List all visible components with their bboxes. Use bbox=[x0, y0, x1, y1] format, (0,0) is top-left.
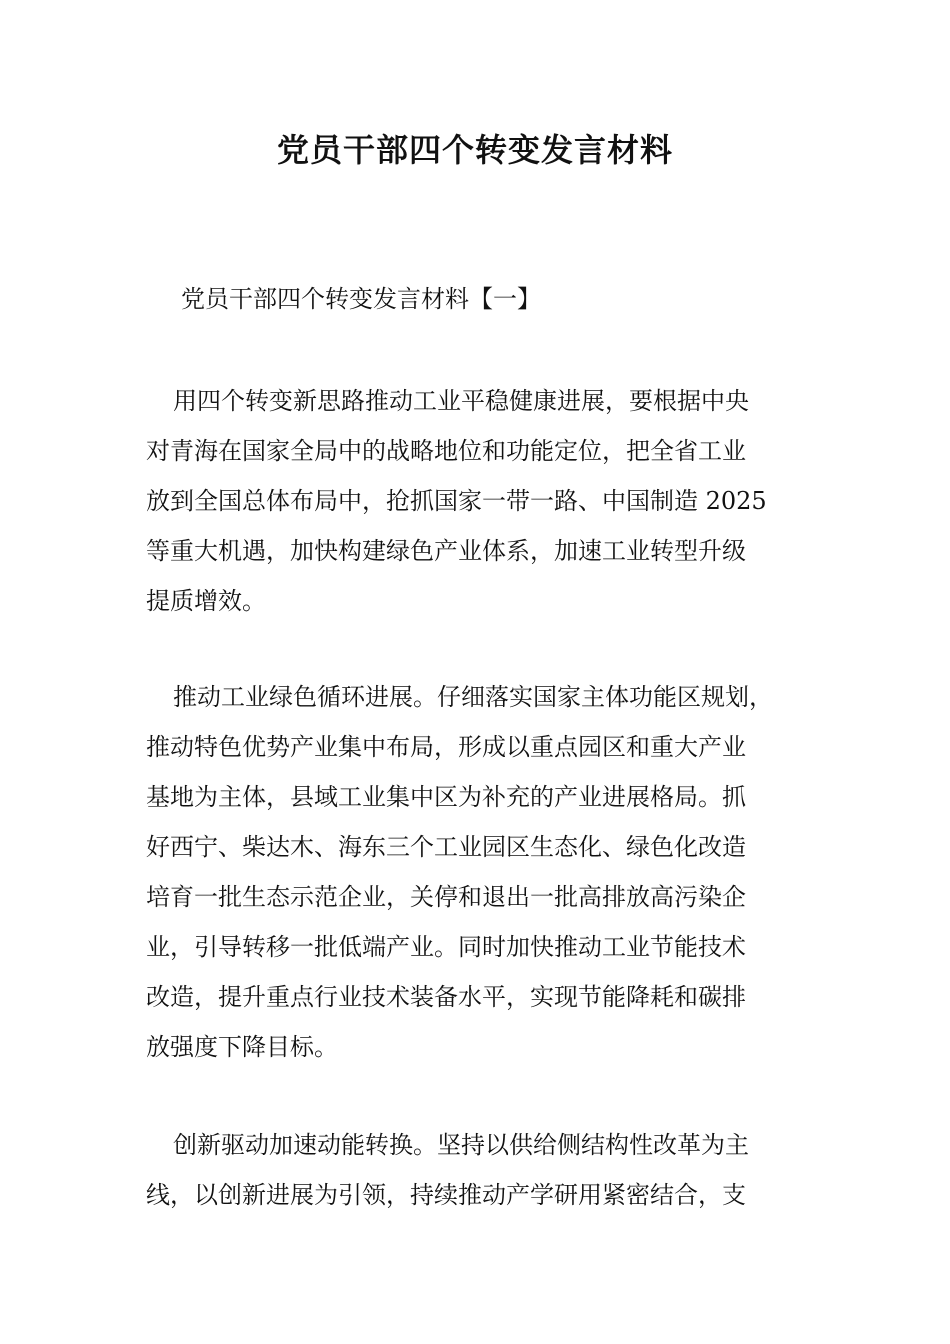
paragraph-line: 用四个转变新思路推动工业平稳健康进展，要根据中央 bbox=[173, 387, 749, 415]
paragraph-line: 基地为主体，县域工业集中区为补充的产业进展格局。抓 bbox=[146, 783, 746, 811]
paragraph-line: 创新驱动加速动能转换。坚持以供给侧结构性改革为主 bbox=[173, 1131, 749, 1159]
paragraph-1 bbox=[146, 376, 836, 626]
paragraph-line: 对青海在国家全局中的战略地位和功能定位，把全省工业 bbox=[146, 437, 746, 465]
paragraph-line: 培育一批生态示范企业，关停和退出一批高排放高污染企 bbox=[146, 883, 746, 911]
paragraph-line: 好西宁、柴达木、海东三个工业园区生态化、绿色化改造 bbox=[146, 833, 746, 861]
document-title: 党员干部四个转变发言材料 bbox=[276, 131, 673, 169]
paragraph-2 bbox=[146, 672, 836, 1072]
paragraph-line: 线，以创新进展为引领，持续推动产学研用紧密结合，支 bbox=[146, 1181, 746, 1209]
section-heading: 党员干部四个转变发言材料【一】 bbox=[181, 285, 541, 313]
paragraph-3 bbox=[146, 1120, 836, 1220]
paragraph-line: 改造，提升重点行业技术装备水平，实现节能降耗和碳排 bbox=[146, 983, 746, 1011]
paragraph-line: 推动工业绿色循环进展。仔细落实国家主体功能区规划， bbox=[173, 683, 773, 711]
paragraph-line: 业，引导转移一批低端产业。同时加快推动工业节能技术 bbox=[146, 933, 746, 961]
paragraph-line: 放到全国总体布局中，抢抓国家一带一路、中国制造 2025 bbox=[146, 487, 767, 515]
paragraph-line: 提质增效。 bbox=[146, 587, 266, 615]
paragraph-line: 等重大机遇，加快构建绿色产业体系，加速工业转型升级 bbox=[146, 537, 746, 565]
paragraph-line: 推动特色优势产业集中布局，形成以重点园区和重大产业 bbox=[146, 733, 746, 761]
paragraph-line: 放强度下降目标。 bbox=[146, 1033, 338, 1061]
